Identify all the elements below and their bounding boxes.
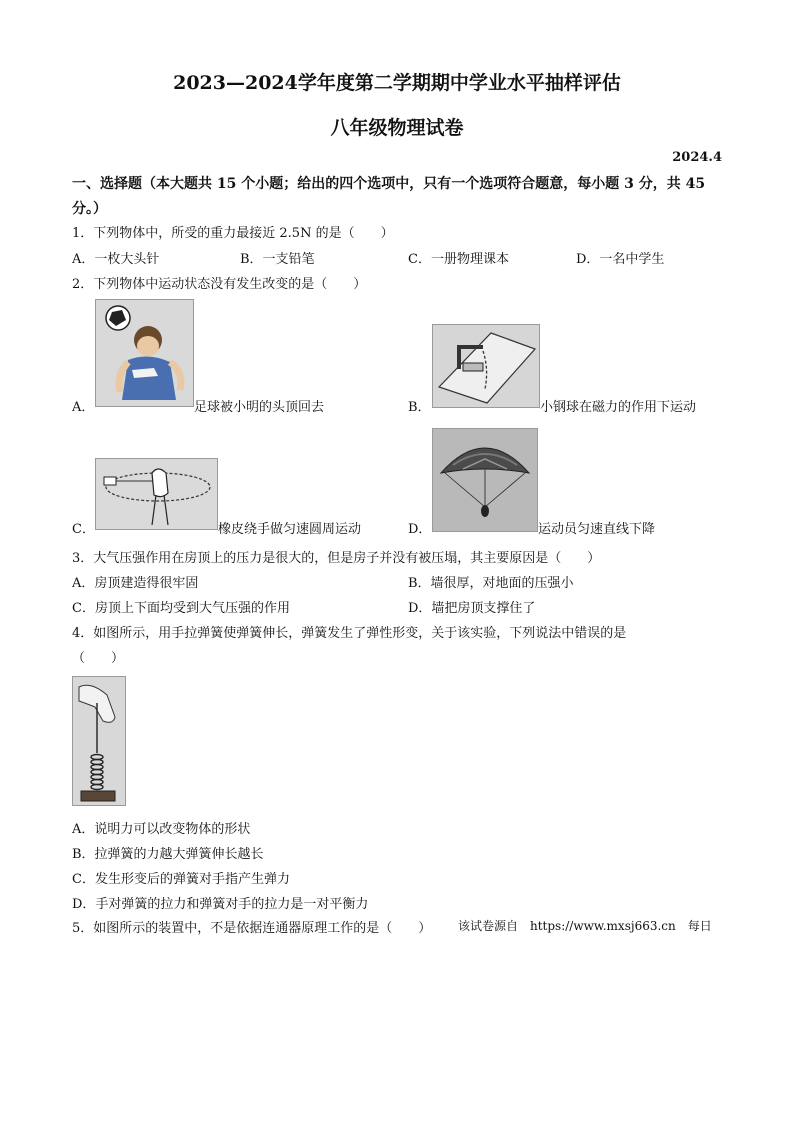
q2-option-c-caption: 橡皮绕手做匀速圆周运动 [218,522,362,537]
q1-option-c: C．一册物理课本 [408,252,509,267]
boy-heading-ball-icon [95,299,194,407]
section-heading: 一、选择题（本大题共 15 个小题；给出的四个选项中，只有一个选项符合题意，每小题 3 分，共 45 分。） [72,176,706,217]
q3-option-a: A．房顶建造得很牢固 [72,576,199,591]
q2-option-d-caption: 运动员匀速直线下降 [538,522,656,537]
source-watermark: 该试卷源自 https://www.mxsj663.cn 每日 [458,919,712,933]
q2-option-c-letter: C． [72,522,95,537]
question-3-stem: 3．大气压强作用在房顶上的压力是很大的，但是房子并没有被压塌，其主要原因是（ ） [72,551,601,566]
q3-option-c: C．房顶上下面均受到大气压强的作用 [72,601,290,616]
exam-title: 2023—2024学年度第二学期期中学业水平抽样评估 [173,72,621,94]
question-5-stem: 5．如图所示的装置中，不是依据连通器原理工作的是（ ） [72,921,432,936]
exam-date: 2024.4 [672,150,722,165]
q4-option-b: B．拉弹簧的力越大弹簧伸长越长 [72,847,264,862]
q2-option-b-letter: B． [408,400,431,415]
question-4-stem-cont: （ ） [72,651,125,666]
q3-option-d: D．墙把房顶支撑住了 [408,601,536,616]
eraser-circling-hand-icon [95,458,218,530]
q4-option-c: C．发生形变后的弹簧对手指产生弹力 [72,872,290,887]
q2-option-b-caption: 小钢球在磁力的作用下运动 [540,400,697,415]
q4-option-d: D．手对弹簧的拉力和弹簧对手的拉力是一对平衡力 [72,897,369,912]
hand-pulling-spring-icon [72,676,126,806]
magnet-ball-path-icon [432,324,540,408]
q1-option-a: A．一枚大头针 [72,252,160,267]
q4-option-a: A．说明力可以改变物体的形状 [72,822,251,837]
q3-option-b: B．墙很厚，对地面的压强小 [408,576,574,591]
q1-option-d: D．一名中学生 [576,252,665,267]
parachute-icon [432,428,538,532]
q2-option-d-letter: D． [408,522,432,537]
question-4-stem: 4．如图所示，用手拉弹簧使弹簧伸长，弹簧发生了弹性形变，关于该实验，下列说法中错误的是 [72,626,627,641]
q1-option-b: B．一支铅笔 [240,252,315,267]
question-1-stem: 1．下列物体中，所受的重力最接近 2.5N 的是（ ） [72,226,394,241]
question-2-stem: 2．下列物体中运动状态没有发生改变的是（ ） [72,277,367,292]
exam-subtitle: 八年级物理试卷 [330,117,464,139]
q2-option-a-caption: 足球被小明的头顶回去 [194,400,325,415]
q2-option-a-letter: A． [72,400,95,415]
